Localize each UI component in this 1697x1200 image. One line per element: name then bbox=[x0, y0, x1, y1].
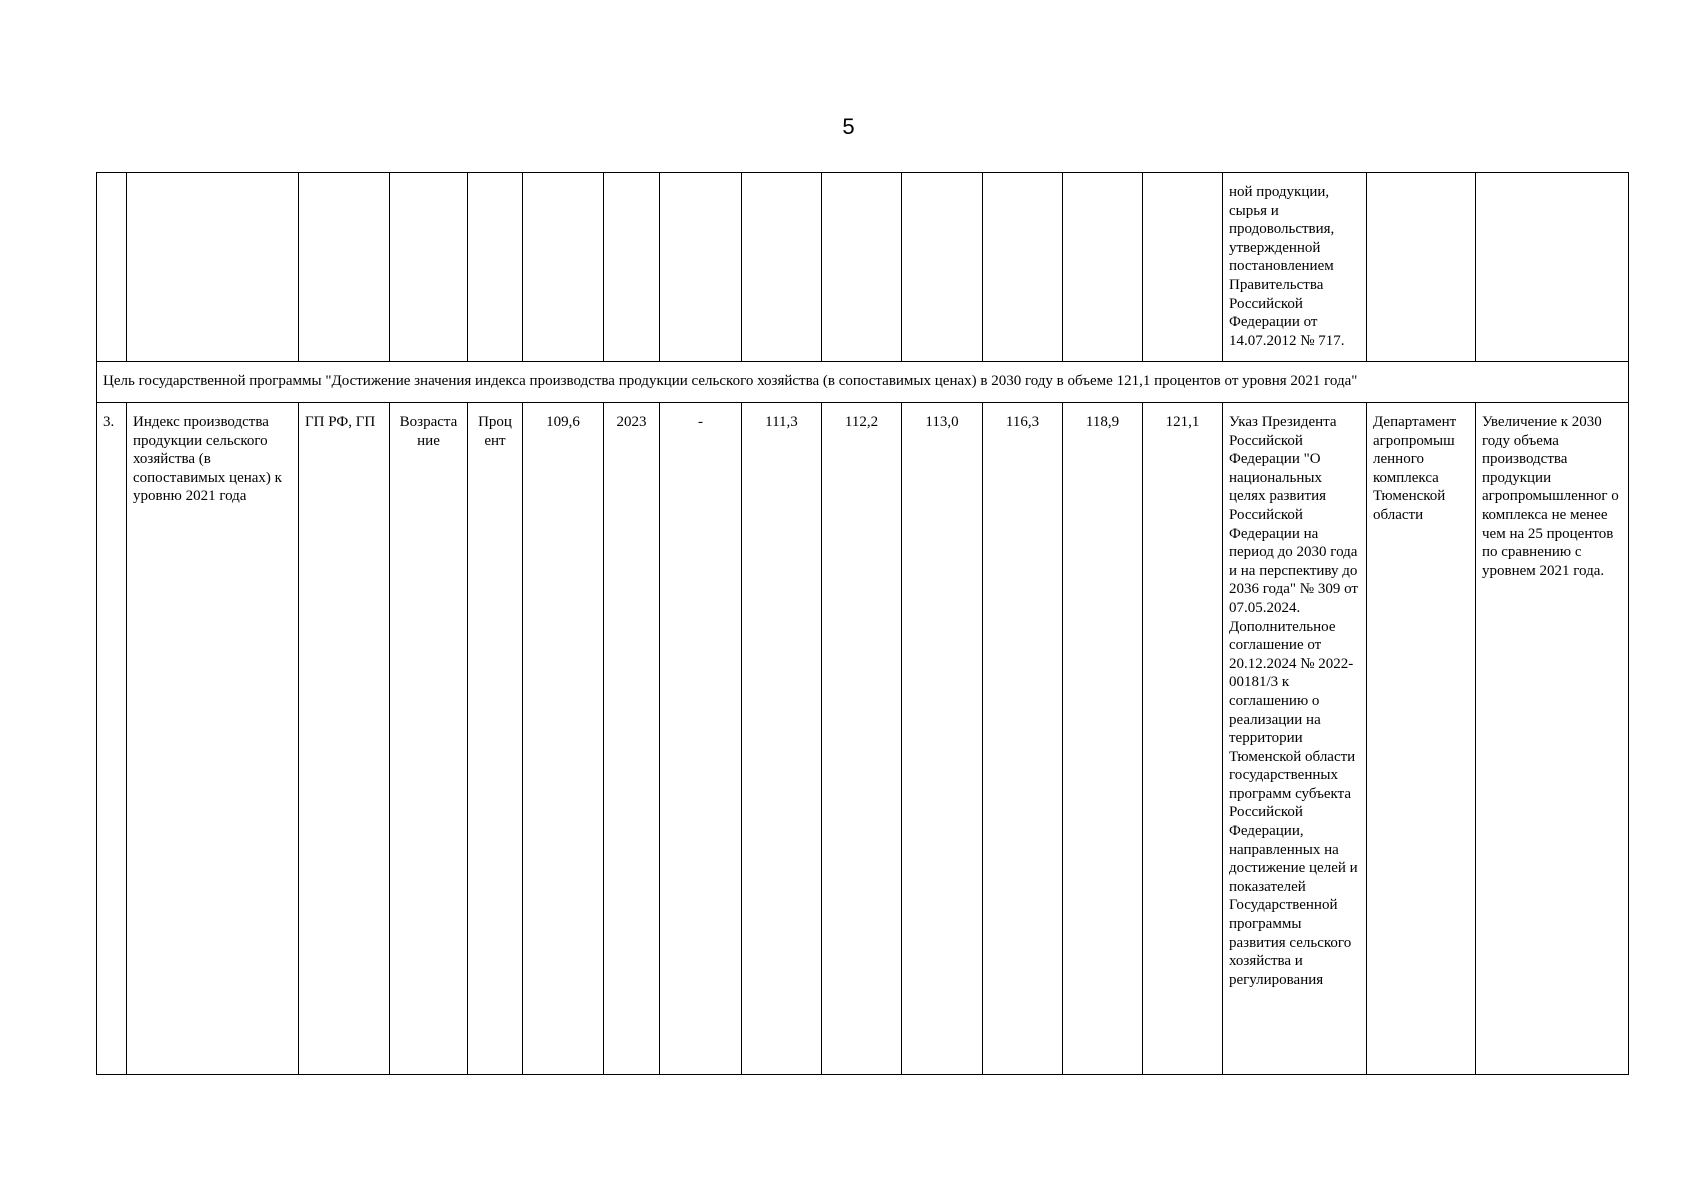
indicator-value-2027: 113,0 bbox=[902, 403, 983, 1075]
indicator-value-2028: 116,3 bbox=[983, 403, 1063, 1075]
cell-empty bbox=[523, 173, 604, 362]
indicator-trend: Возраста ние bbox=[390, 403, 468, 1075]
cell-empty bbox=[127, 173, 299, 362]
cell-empty bbox=[822, 173, 902, 362]
indicator-row bbox=[97, 403, 1629, 1075]
cell-empty bbox=[468, 173, 523, 362]
cell-empty bbox=[1476, 173, 1629, 362]
indicator-relation: Увеличение к 2030 году объема производства продукции агропромышленног о комплекса не менее чем на 25 процентов по сравнению с уровнем 2021 года. bbox=[1476, 403, 1629, 1075]
continuation-row bbox=[97, 173, 1629, 362]
indicator-level: ГП РФ, ГП bbox=[299, 403, 390, 1075]
cell-empty bbox=[1063, 173, 1143, 362]
cell-empty bbox=[1367, 173, 1476, 362]
goal-row bbox=[97, 362, 1629, 403]
indicator-unit: Проц ент bbox=[468, 403, 523, 1075]
cell-empty bbox=[902, 173, 983, 362]
cell-empty bbox=[390, 173, 468, 362]
indicator-value-2024: - bbox=[660, 403, 742, 1075]
indicator-legal-basis: Указ Президента Российской Федерации "О национальных целях развития Российской Федерации на период до 2030 года и на перспективу до 2036 года" № 309 от 07.05.2024. Дополнительное соглашение от 20.12.2024 № 2022-00181/3 к соглашению о реализации на территории Тюменской области государственных программ субъекта Российской Федерации, направленных на достижение целей и показателей Государственной программы развития сельского хозяйства и регулирования bbox=[1223, 403, 1367, 1075]
indicator-value-2029: 118,9 bbox=[1063, 403, 1143, 1075]
indicator-base-value: 109,6 bbox=[523, 403, 604, 1075]
cell-empty bbox=[97, 173, 127, 362]
indicator-base-year: 2023 bbox=[604, 403, 660, 1075]
goal-text: Цель государственной программы "Достижение значения индекса производства продукции сельского хозяйства (в сопоставимых ценах) в 2030 году в объеме 121,1 процентов от уровня 2021 года" bbox=[97, 362, 1629, 403]
indicator-number: 3. bbox=[97, 403, 127, 1075]
indicator-value-2026: 112,2 bbox=[822, 403, 902, 1075]
indicator-name: Индекс производства продукции сельского хозяйства (в сопоставимых ценах) к уровню 2021 года bbox=[127, 403, 299, 1075]
cell-empty bbox=[1143, 173, 1223, 362]
indicator-value-2025: 111,3 bbox=[742, 403, 822, 1075]
page-number: 5 bbox=[842, 114, 855, 139]
indicators-table bbox=[96, 172, 1629, 1075]
continuation-legal-basis: ной продукции, сырья и продовольствия, утвержденной постановлением Правительства Российской Федерации от 14.07.2012 № 717. bbox=[1223, 173, 1367, 362]
cell-empty bbox=[983, 173, 1063, 362]
cell-empty bbox=[299, 173, 390, 362]
indicator-responsible: Департамент агропромыш ленного комплекса Тюменской области bbox=[1367, 403, 1476, 1075]
cell-empty bbox=[660, 173, 742, 362]
cell-empty bbox=[742, 173, 822, 362]
cell-empty bbox=[604, 173, 660, 362]
indicator-value-2030: 121,1 bbox=[1143, 403, 1223, 1075]
